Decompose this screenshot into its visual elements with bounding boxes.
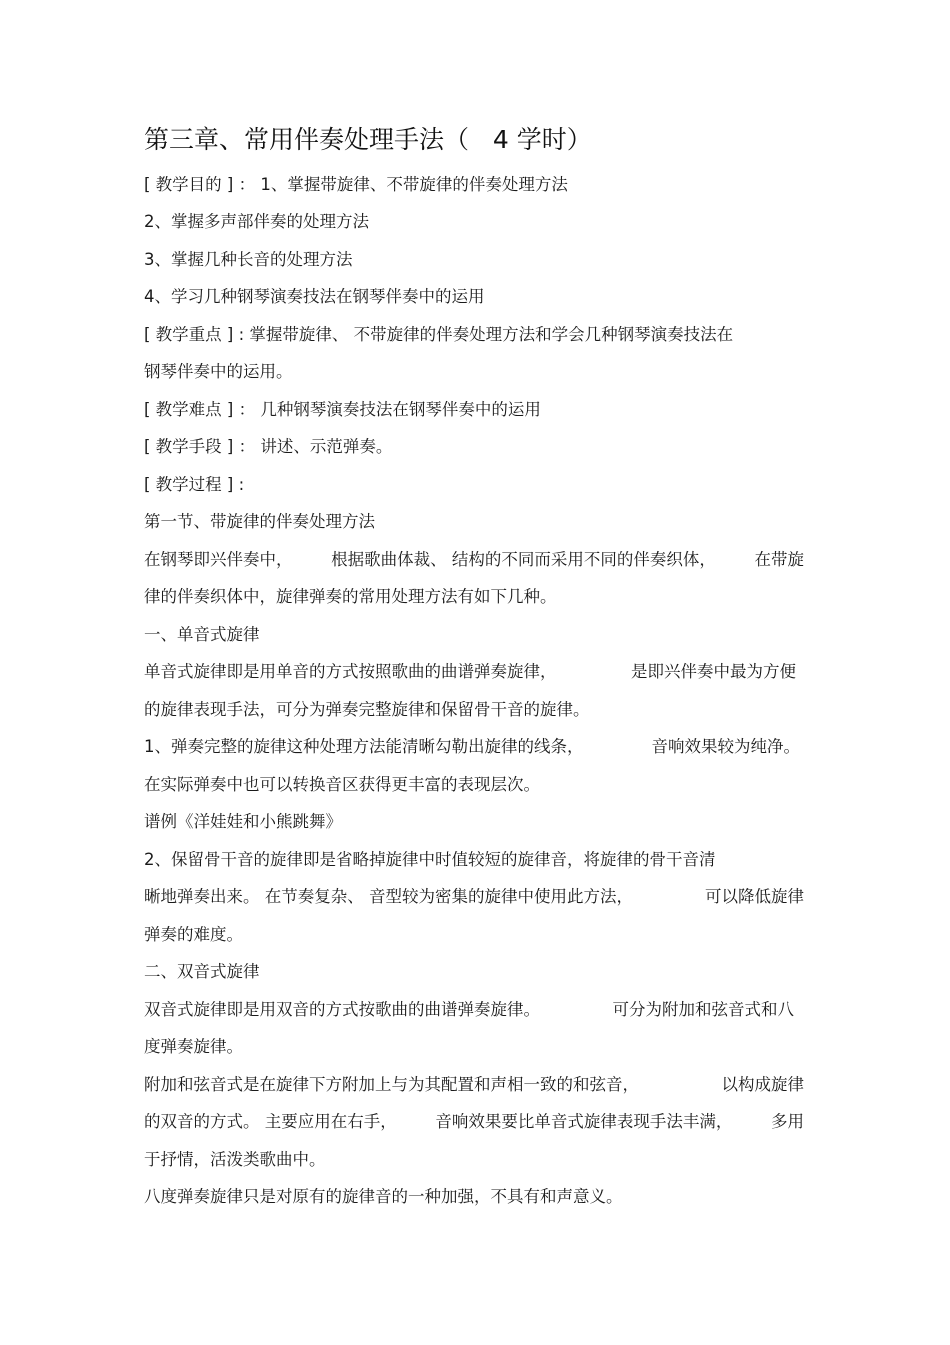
goal-item-4: 4、学习几种钢琴演奏技法在钢琴伴奏中的运用 xyxy=(144,287,485,306)
paragraph-6-line-3: 于抒情，活泼类歌曲中。 xyxy=(144,1150,326,1169)
paragraph-7: 八度弹奏旋律只是对原有的旋律音的一种加强，不具有和声意义。 xyxy=(144,1187,623,1206)
goal-item-3: 3、掌握几种长音的处理方法 xyxy=(144,250,353,269)
chapter-title: 第三章、常用伴奏处理手法（ 4 学时） xyxy=(144,125,592,154)
paragraph-4-line-2 xyxy=(144,885,804,909)
teaching-process-line: [ 教学过程 ] : xyxy=(144,475,245,494)
text-segment: 音响效果要比单音式旋律表现手法丰满， xyxy=(435,1112,733,1131)
text-segment: 晰地弹奏出来。 在节奏复杂、 音型较为密集的旋律中使用此方法， xyxy=(144,887,633,906)
difficulty-line: [ 教学难点 ] ： 几种钢琴演奏技法在钢琴伴奏中的运用 xyxy=(144,400,541,419)
text-segment: 音响效果较为纯净。 xyxy=(651,737,800,756)
paragraph-2-line-1 xyxy=(144,660,796,684)
text-segment: 多用 xyxy=(771,1112,804,1131)
text-segment: 可以降低旋律 xyxy=(705,887,804,906)
teaching-goal-line: [ 教学目的 ] ： 1、掌握带旋律、不带旋律的伴奏处理方法 xyxy=(144,175,568,194)
text-segment: 附加和弦音式是在旋律下方附加上与为其配置和声相一致的和弦音， xyxy=(144,1075,639,1094)
key-points-line-cont: 钢琴伴奏中的运用。 xyxy=(144,362,293,381)
text-segment: 双音式旋律即是用双音的方式按歌曲的曲谱弹奏旋律。 xyxy=(144,1000,540,1019)
paragraph-3-line-1 xyxy=(144,735,800,759)
subheading-2: 二、双音式旋律 xyxy=(144,962,260,981)
paragraph-1-line-1 xyxy=(144,548,804,572)
goal-item-2: 2、掌握多声部伴奏的处理方法 xyxy=(144,212,369,231)
text-segment: 单音式旋律即是用单音的方式按照歌曲的曲谱弹奏旋律， xyxy=(144,662,557,681)
paragraph-5-line-2: 度弹奏旋律。 xyxy=(144,1037,243,1056)
text-segment: 在带旋 xyxy=(754,550,804,569)
paragraph-6-line-1 xyxy=(144,1073,804,1097)
text-segment: 1、弹奏完整的旋律这种处理方法能清晰勾勒出旋律的线条， xyxy=(144,737,584,756)
score-example: 谱例《洋娃娃和小熊跳舞》 xyxy=(144,812,342,831)
paragraph-3-line-2: 在实际弹奏中也可以转换音区获得更丰富的表现层次。 xyxy=(144,775,540,794)
text-segment: 根据歌曲体裁、 结构的不同而采用不同的伴奏织体， xyxy=(331,550,716,569)
text-segment: 可分为附加和弦音式和八 xyxy=(612,1000,794,1019)
paragraph-5-line-1 xyxy=(144,998,794,1022)
text-segment: 在钢琴即兴伴奏中， xyxy=(144,550,293,569)
paragraph-6-line-2 xyxy=(144,1110,804,1134)
key-points-line: [ 教学重点 ] : 掌握带旋律、 不带旋律的伴奏处理方法和学会几种钢琴演奏技法在 xyxy=(144,325,734,344)
teaching-means-line: [ 教学手段 ] ： 讲述、示范弹奏。 xyxy=(144,437,393,456)
section-heading: 第一节、带旋律的伴奏处理方法 xyxy=(144,512,375,531)
paragraph-4-line-3: 弹奏的难度。 xyxy=(144,925,243,944)
paragraph-4-line-1: 2、保留骨干音的旋律即是省略掉旋律中时值较短的旋律音，将旋律的骨干音清 xyxy=(144,850,716,869)
text-segment: 的双音的方式。 主要应用在右手， xyxy=(144,1112,397,1131)
paragraph-1-line-2: 律的伴奏织体中，旋律弹奏的常用处理方法有如下几种。 xyxy=(144,587,557,606)
paragraph-2-line-2: 的旋律表现手法，可分为弹奏完整旋律和保留骨干音的旋律。 xyxy=(144,700,590,719)
subheading-1: 一、单音式旋律 xyxy=(144,625,260,644)
text-segment: 是即兴伴奏中最为方便 xyxy=(631,662,796,681)
text-segment: 以构成旋律 xyxy=(721,1075,804,1094)
